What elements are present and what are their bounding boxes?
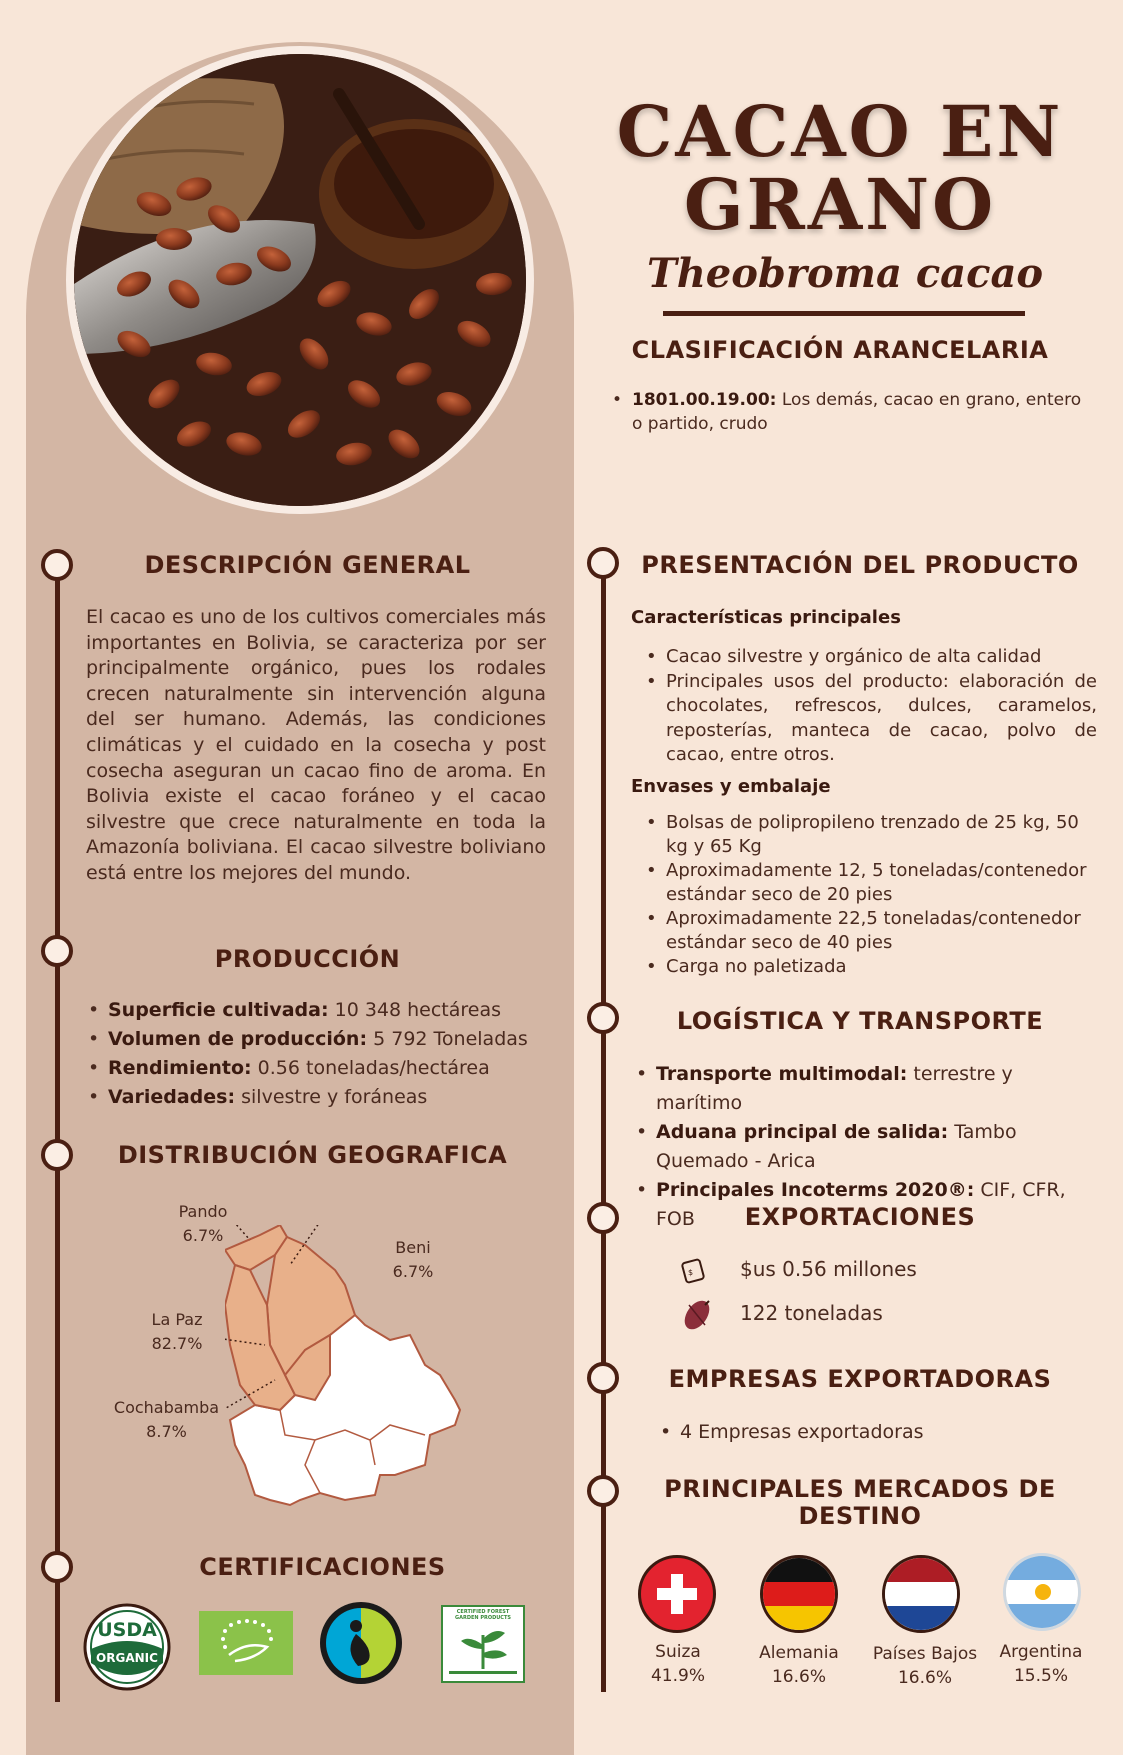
timeline-dot-empresas [587,1362,619,1394]
empresas-list [658,1420,1078,1445]
logistica-title: LOGÍSTICA Y TRANSPORTE [676,1007,1044,1035]
presentacion-title: PRESENTACIÓN DEL PRODUCTO [641,551,1079,579]
cacao-beans-photo [74,54,526,506]
map-label-beni: Beni 6.7% [392,1238,434,1281]
tariff-code: 1801.00.19.00: [632,390,777,410]
timeline-dot-distribucion [41,1139,73,1171]
mercados-title: PRINCIPALES MERCADOS DE DESTINO [664,1475,1056,1530]
market-netherlands: Países Bajos 16.6% [872,1644,978,1688]
produccion-title: PRODUCCIÓN [214,945,401,973]
map-label-cochabamba: Cochabamba 8.7% [113,1398,220,1441]
fairtrade-logo [318,1600,404,1690]
tariff-description: Los demás, cacao en grano, entero o partido, crudo [632,390,1082,434]
timeline-dot-descripcion [41,549,73,581]
caracteristicas-list [644,645,1097,768]
empresas-title: EMPRESAS EXPORTADORAS [668,1365,1052,1393]
list-item: • Superficie cultivada: 10 348 hectáreas [86,996,556,1025]
distribucion-title: DISTRIBUCIÓN GEOGRAFICA [117,1141,508,1169]
caracteristicas-subtitle: Características principales [631,607,901,628]
list-item: • Rendimiento: 0.56 toneladas/hectárea [86,1054,556,1083]
flag-germany [760,1555,838,1633]
title-divider [663,311,1025,316]
list-item: • Bolsas de polipropileno trenzado de 25 kg, 50 kg y 65 Kg [644,811,1097,859]
timeline-dot-mercados [587,1475,619,1507]
descripcion-text: El cacao es uno de los cultivos comerciales más importantes en Bolivia, se caracteriza por ser principalmente orgánico, pues los rodales crecen naturalmente sin intervención alguna del ser humano. Además, las condiciones climáticas y el cuidado en la cosecha y post cosecha aseguran un cacao fino de aroma. En Bolivia existe el cacao foráneo y el cacao silvestre que crece naturalmente en toda la Amazonía boliviana. El cacao silvestre boliviano está entre los mejores del mundo. [86,606,546,884]
left-timeline [55,566,60,1702]
page-title-line2: GRANO [683,163,997,246]
envases-list [644,811,1097,979]
certificaciones-title: CERTIFICACIONES [199,1553,446,1581]
list-item: • 4 Empresas exportadoras [658,1420,1078,1445]
scientific-name: Theobroma cacao [646,250,1044,297]
clasificacion-item [610,388,1090,436]
list-item: • Principales usos del producto: elaboración de chocolates, refrescos, dulces, caramelos, reposterías, manteca de cacao, polvo de cacao, entre otros. [644,670,1097,768]
list-item: • Aduana principal de salida: Tambo Quemado - Arica [634,1118,1104,1176]
list-item: • Variedades: silvestre y foráneas [86,1083,556,1112]
forest-garden-products-logo: CERTIFIED FOREST GARDEN PRODUCTS [441,1605,525,1687]
flag-netherlands [882,1555,960,1633]
timeline-dot-certificaciones [41,1551,73,1583]
timeline-dot-exportaciones [587,1202,619,1234]
exportaciones-title: EXPORTACIONES [744,1203,976,1231]
clasificacion-list [610,388,1090,436]
timeline-dot-produccion [41,935,73,967]
export-volume: 122 toneladas [740,1301,883,1325]
map-label-pando: Pando 6.7% [178,1202,228,1245]
descripcion-title: DESCRIPCIÓN GENERAL [144,551,471,579]
flag-argentina [1003,1553,1081,1631]
timeline-dot-presentacion [587,547,619,579]
produccion-list [86,996,556,1112]
list-item: • Principales Incoterms 2020®: CIF, CFR, FOB [634,1176,1104,1234]
list-item: • Aproximadamente 22,5 toneladas/contenedor estándar seco de 40 pies [644,907,1097,955]
map-label-la-paz: La Paz 82.7% [151,1310,203,1353]
list-item: • Cacao silvestre y orgánico de alta calidad [644,645,1097,670]
svg-text:$: $ [688,1268,694,1277]
envases-subtitle: Envases y embalaje [631,776,831,797]
list-item: • Volumen de producción: 5 792 Toneladas [86,1025,556,1054]
market-switzerland: Suiza 41.9% [650,1642,705,1686]
market-germany: Alemania 16.6% [759,1643,839,1687]
market-argentina: Argentina 15.5% [999,1642,1083,1686]
list-item: • Aproximadamente 12, 5 toneladas/contenedor estándar seco de 20 pies [644,859,1097,907]
eu-organic-logo [199,1611,293,1679]
cacao-pod-icon [679,1297,715,1337]
page-title-line1: CACAO EN [616,90,1064,173]
money-bag-icon [680,1255,712,1289]
right-timeline [601,566,606,1692]
export-value: $us 0.56 millones [740,1257,917,1281]
flag-switzerland [638,1555,716,1633]
list-item: • Transporte multimodal: terrestre y marítimo [634,1060,1104,1118]
clasificacion-title: CLASIFICACIÓN ARANCELARIA [631,336,1049,364]
usda-organic-logo: USDA ORGANIC [83,1603,171,1695]
list-item: • Carga no paletizada [644,955,1097,979]
timeline-dot-logistica [587,1002,619,1034]
